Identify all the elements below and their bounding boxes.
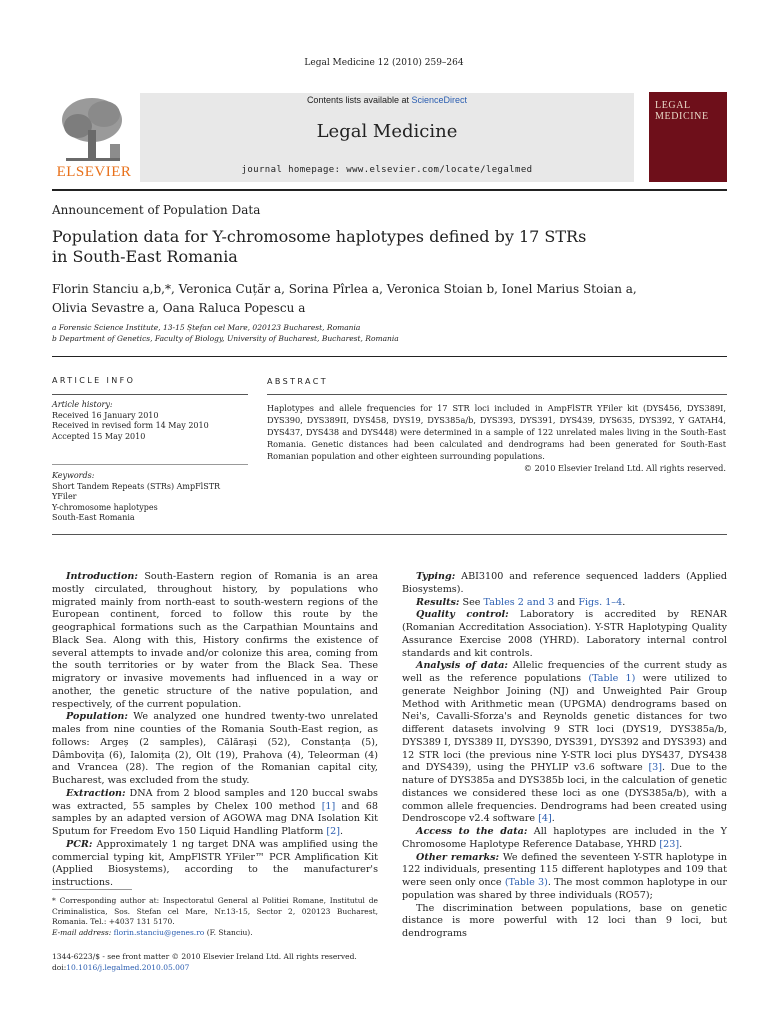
other-remarks-text: . The most common haplotype in our population was shared by three individuals (RO57); <box>402 877 727 901</box>
analysis-heading: Analysis of data: <box>416 660 508 672</box>
introduction-paragraph <box>52 571 378 711</box>
email-suffix: (F. Stanciu). <box>206 927 253 937</box>
citation-link[interactable]: [2] <box>326 826 341 837</box>
extraction-text: DNA from 2 blood samples and 120 buccal swabs was extracted, 55 samples by Chelex 100 method <box>52 787 378 812</box>
analysis-text-end: . <box>551 813 555 825</box>
table-reference-link[interactable]: (Table 1) <box>588 673 636 684</box>
extraction-text-end: . <box>340 826 344 837</box>
table-reference-link[interactable]: Tables 2 and 3 <box>483 596 555 608</box>
journal-title: Legal Medicine <box>316 121 458 142</box>
abstract-copyright: © 2010 Elsevier Ireland Ltd. All rights reserved. <box>523 463 726 473</box>
population-paragraph <box>52 711 378 788</box>
discrimination-paragraph <box>402 903 727 941</box>
authors-line1: Florin Stanciu a,b,*, Veronica Cuțăr a, Sorina Pîrlea a, Veronica Stoian b, Ionel Marius Stoian a, <box>52 282 637 296</box>
corresponding-author-note <box>52 896 378 938</box>
introduction-text: South-Eastern region of Romania is an area mostly circulated, throughout history, by populations who migrated mainly from north-east to south-western regions of the European continent, forced to follow this route by the geographical formations such as the Carpathian Mountains and Black Sea. Along with this, History confirms the existence of several attempts to invade and/or colonize this area, coming from the south territories or by water from the Black Sea. These migratory or invasive movements had influenced in a way or another, the genetic structure of the native population, and respectively, of the current population. <box>52 571 378 710</box>
doi-link[interactable]: 10.1016/j.legalmed.2010.05.007 <box>66 962 190 972</box>
cover-title-line2: MEDICINE <box>655 111 709 122</box>
revised-date: Received in revised form 14 May 2010 <box>52 421 209 430</box>
access-heading: Access to the data: <box>416 826 528 837</box>
typing-heading: Typing: <box>416 571 456 582</box>
analysis-paragraph <box>402 660 727 826</box>
table-reference-link[interactable]: (Table 3) <box>504 877 548 888</box>
sciencedirect-link[interactable]: ScienceDirect <box>411 95 468 105</box>
analysis-text: . Due to the nature of DYS385a and DYS385b loci, in the calculation of genetic distances we considered these loci as one (DYS385a/b), with a common allele frequencies. Dendrograms had been created using Dendroscope v2.4 software <box>402 762 727 825</box>
email-label: E-mail address: <box>52 927 112 937</box>
analysis-text: were utilized to generate Neighbor Joining (NJ) and Unweighted Pair Group Method with Arithmetic mean (UPGMA) dendrograms based on Nei's, Cavalli-Sforza's and Reynolds genetic distances for two different datasets involving 9 STR loci (DYS19, DYS385a/b, DYS389 I, DYS389 II, DYS390, DYS391, DYS392 and DYS393) and 12 STR loci (the previous nine Y-STR loci plus DYS437, DYS438 and DYS439), using the PHYLIP v3.6 software <box>402 673 727 774</box>
keyword-item: Y-chromosome haplotypes <box>52 502 158 512</box>
citation-link[interactable]: [23] <box>659 838 680 850</box>
typing-text: ABI3100 and reference sequenced ladders (Applied Biosystems). <box>402 571 727 595</box>
author-email-link[interactable]: florin.stanciu@genes.ro <box>113 927 205 937</box>
journal-homepage[interactable]: journal homepage: www.elsevier.com/locate/legalmed <box>241 165 533 175</box>
abstract-body: Haplotypes and allele frequencies for 17 STR loci included in AmpFlSTR YFiler kit (DYS456, DYS389I, DYS390, DYS389II, DYS458, DYS19, DYS385a/b, DYS393, DYS391, DYS439, DYS635, DYS392, Y GATAH4, DYS437, DYS438 and DYS448) were determined in a sample of 122 unrelated males living in the South-East Romania. Genetic distances had been calculated and dendrograms had been generated for South-East Romanian population and other eighteen surrounding populations. <box>267 403 726 461</box>
abstract-text <box>267 402 726 474</box>
results-text: See <box>462 596 481 608</box>
article-title-line1: Population data for Y-chromosome haplotypes defined by 17 STRs <box>52 227 587 246</box>
history-label: Article history: <box>52 400 113 409</box>
other-remarks-paragraph <box>402 852 727 903</box>
contents-line <box>140 95 634 105</box>
pcr-text: Approximately 1 ng target DNA was amplified using the commercial typing kit, AmpFlSTR YFiler™ PCR Amplification Kit (Applied Biosystems), according to the manufacturer's instructions. <box>52 838 378 888</box>
article-info-rule <box>52 394 248 395</box>
access-paragraph <box>402 826 727 852</box>
results-text-end: . <box>622 596 626 608</box>
quality-control-heading: Quality control: <box>416 609 509 621</box>
typing-paragraph <box>402 571 727 597</box>
article-history <box>52 400 248 442</box>
doi-prefix: doi: <box>52 962 67 972</box>
access-text: All haplotypes are included in the Y Chromosome Haplotype Reference Database, YHRD <box>402 826 727 850</box>
email-line <box>52 928 378 939</box>
journal-cover-image <box>649 92 727 182</box>
received-date: Received 16 January 2010 <box>52 410 159 420</box>
right-body-column <box>402 571 727 941</box>
corresponding-author-text: * Corresponding author at: Inspectoratul General al Politiei Romane, Institutul de Criminalistica, Sos. Stefan cel Mare, Nr.13-15, Sector 2, 020123 Bucharest, Romania. Tel.: +4037 131 5170. <box>52 896 378 926</box>
results-paragraph <box>402 597 727 610</box>
affiliation-a: a Forensic Science Institute, 13-15 Ștefan cel Mare, 020123 Bucharest, Romania <box>52 323 361 332</box>
contents-prefix: Contents lists available at <box>306 95 409 105</box>
figure-reference-link[interactable]: Figs. 1–4 <box>578 596 623 608</box>
doi-line <box>52 963 452 974</box>
article-section-type: Announcement of Population Data <box>52 203 261 217</box>
citation-link[interactable]: [3] <box>648 762 663 774</box>
elsevier-logo <box>52 92 136 182</box>
results-heading: Results: <box>416 596 460 608</box>
abstract-heading: ABSTRACT <box>267 377 329 386</box>
info-top-divider <box>52 356 727 357</box>
article-title <box>52 227 672 267</box>
population-heading: Population: <box>66 711 128 723</box>
extraction-paragraph <box>52 788 378 839</box>
quality-control-paragraph <box>402 609 727 660</box>
affiliation-b: b Department of Genetics, Faculty of Biology, University of Bucharest, Bucharest, Romania <box>52 334 399 343</box>
footnote-rule <box>52 889 132 890</box>
discrimination-text: The discrimination between populations, base on genetic distance is more powerful with 12 loci than 9 loci, but dendrograms <box>402 902 727 939</box>
journal-reference: Legal Medicine 12 (2010) 259–264 <box>304 58 464 68</box>
other-remarks-text: We defined the seventeen Y-STR haplotype in 122 individuals, presenting 115 different haplotypes and 109 that were seen only once <box>402 851 727 888</box>
keywords <box>52 471 248 524</box>
keyword-item: South-East Romania <box>52 513 135 522</box>
accepted-date: Accepted 15 May 2010 <box>52 431 146 441</box>
header-divider <box>52 189 727 191</box>
keyword-item: YFiler <box>52 492 77 501</box>
citation-link[interactable]: [1] <box>321 800 336 812</box>
cover-title-line1: LEGAL <box>655 100 691 111</box>
pcr-heading: PCR: <box>66 838 93 850</box>
article-title-line2: in South-East Romania <box>52 247 238 266</box>
keywords-label: Keywords: <box>52 471 95 480</box>
left-body-column <box>52 571 378 890</box>
access-text-end: . <box>679 838 683 850</box>
analysis-text: Allelic frequencies of the current study as well as the reference populations <box>402 660 727 684</box>
quality-control-text: Laboratory is accredited by RENAR (Romanian Accreditation Association). Y-STR Haplotyping Quality Assurance Exercise 2008 (YHRD). Laboratory internal control standards and kit controls. <box>402 609 727 659</box>
results-text: and <box>557 596 576 608</box>
publication-info <box>52 952 452 973</box>
abstract-rule <box>267 394 727 395</box>
authors-line2: Olivia Sevastre a, Oana Raluca Popescu a <box>52 301 306 315</box>
other-remarks-heading: Other remarks: <box>416 851 500 863</box>
citation-link[interactable]: [4] <box>538 813 552 825</box>
pcr-paragraph <box>52 839 378 890</box>
population-text: We analyzed one hundred twenty-two unrelated males from nine counties of the Romania South-East region, as follows: Argeș (2 samples), Călărași (52), Constanța (5), Dâmbovița (6), Ialomița (2), Olt (19), Prahova (4), Teleorman (4) and Vrancea (28). The region of the Romanian capital city, Bucharest, was excluded from the study. <box>52 711 378 786</box>
author-list <box>52 280 692 318</box>
abstract-bottom-divider <box>52 534 727 535</box>
affiliations <box>52 322 399 344</box>
extraction-text: and 68 samples by an adapted version of AGOWA mag DNA Isolation Kit Sputum for Freedom Evo 150 Liquid Handling Platform <box>52 800 378 837</box>
keywords-rule <box>52 464 248 465</box>
extraction-heading: Extraction: <box>66 787 126 799</box>
issn-line: 1344-6223/$ - see front matter © 2010 Elsevier Ireland Ltd. All rights reserved. <box>52 952 357 961</box>
publisher-name: ELSEVIER <box>56 164 132 180</box>
article-info-heading: ARTICLE INFO <box>52 376 136 385</box>
keyword-item: Short Tandem Repeats (STRs) AmpFlSTR <box>52 481 221 491</box>
introduction-heading: Introduction: <box>66 571 138 582</box>
